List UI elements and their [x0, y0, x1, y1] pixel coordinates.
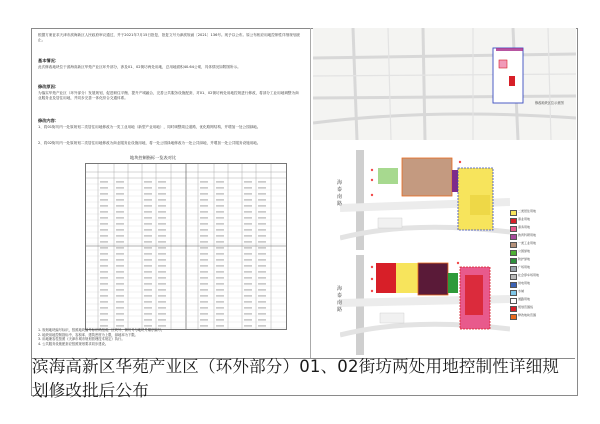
map-legend	[510, 210, 570, 330]
legend-swatch	[510, 290, 517, 296]
legend-swatch	[510, 306, 517, 312]
legend-label: 二类居住用地	[518, 209, 537, 214]
legend-swatch	[510, 218, 517, 224]
intro-paragraph: 根据方案征求天津市滨海新区人民政府审议通过，并于2021年7月15日批复，批复文号为津滨规函〔2021〕136号。现予以公布。原公布相应用地控制性详细规划废止。	[38, 33, 301, 42]
section-heading-content: 修改内容：	[38, 118, 59, 123]
legend-item	[510, 250, 570, 254]
legend-swatch	[510, 266, 517, 272]
legend-label: 广场用地	[518, 265, 531, 270]
document-title: 滨海高新区华苑产业区（环外部分）01、02街坊两处用地控制性详细规划修改批后公布	[32, 358, 575, 395]
legend-swatch	[510, 274, 517, 280]
legend-label: 公园绿地	[518, 249, 531, 254]
section-heading-reason: 修改原因：	[38, 84, 59, 89]
legend-swatch	[510, 298, 517, 304]
legend-swatch	[510, 282, 517, 288]
road-label-upper: 海 泰 南 路	[337, 180, 343, 207]
legend-item	[510, 306, 570, 310]
section-heading-basic: 基本情况：	[38, 58, 59, 63]
section-text-reason: 为落实华苑产业区（环外部分）发展规划，促进职住平衡、提升产城融合，完善公共服务设施配套，对01、02街坊两处用地控规进行修改，将部分工业用地调整为商业服务业及居住用地，并同步完善一体化综合交通体系。	[38, 91, 299, 100]
legend-label: 供电用地	[518, 281, 531, 286]
indicator-table	[85, 163, 287, 330]
column-divider	[310, 28, 311, 358]
note-3: 3. 用地兼容性按照《天津市城市规划管理技术规定》执行。	[38, 337, 125, 342]
legend-swatch	[510, 234, 517, 240]
legend-label: 规划范围线	[518, 305, 534, 310]
locator-caption: 修改地块区位示意图	[535, 101, 564, 105]
note-2: 2. 地块用地控制指标中，容积率、建筑密度为上限，绿地率为下限。	[38, 332, 138, 337]
legend-label: 商务用地	[518, 225, 531, 230]
legend-swatch	[510, 314, 517, 320]
legend-label: 教育科研用地	[518, 233, 537, 238]
legend-item	[510, 234, 570, 238]
legend-label: 修改地块范围	[518, 313, 537, 318]
legend-item	[510, 298, 570, 302]
locator-map	[313, 28, 576, 140]
note-4: 4. 公共服务设施配套应按照规划要求同步建设。	[38, 341, 109, 346]
legend-item	[510, 226, 570, 230]
notes-block	[38, 328, 303, 346]
legend-label: 商业用地	[518, 217, 531, 222]
content-item-1: 1、将01街坊内一处原规划二类居住用地修改为一类工业用地（新型产业用地），同时调整周边道路，优化路网结构，并增加一处公园绿地。	[38, 125, 261, 129]
note-1: 1. 规划地块编号标识，按照地块编号标识码组成；区块号、街坊号与地块号顺序编号。	[38, 328, 165, 332]
legend-item	[510, 274, 570, 278]
legend-item	[510, 290, 570, 294]
legend-item	[510, 218, 570, 222]
legend-item	[510, 266, 570, 270]
planning-map-upper	[340, 150, 510, 250]
legend-item	[510, 258, 570, 262]
legend-swatch	[510, 210, 517, 216]
road-label-lower: 海 泰 南 路	[337, 286, 343, 313]
legend-label: 道路用地	[518, 297, 531, 302]
table-title: 地块控制指标一览表对比	[130, 155, 177, 160]
section-text-basic: 此次修改地块位于滨海高新区华苑产业区环外部分，涉及01、02街坊两处用地，总用地面积40.64公顷，具体情况如附图所示。	[38, 65, 241, 69]
planning-map-lower	[340, 255, 510, 355]
legend-swatch	[510, 242, 517, 248]
legend-item	[510, 314, 570, 318]
content-item-2: 2、将02街坊内一处原规划二类居住用地修改为商业服务业设施用地，将一处公园绿地修改为一处公共绿地，并增加一处公共服务设施用地。	[38, 141, 261, 145]
legend-swatch	[510, 250, 517, 256]
legend-item	[510, 282, 570, 286]
legend-label: 水域	[518, 289, 525, 294]
legend-swatch	[510, 226, 517, 232]
legend-item	[510, 210, 570, 214]
legend-swatch	[510, 258, 517, 264]
legend-label: 社会停车场用地	[518, 273, 540, 278]
legend-label: 一类工业用地	[518, 241, 537, 246]
legend-label: 防护绿地	[518, 257, 531, 262]
legend-item	[510, 242, 570, 246]
